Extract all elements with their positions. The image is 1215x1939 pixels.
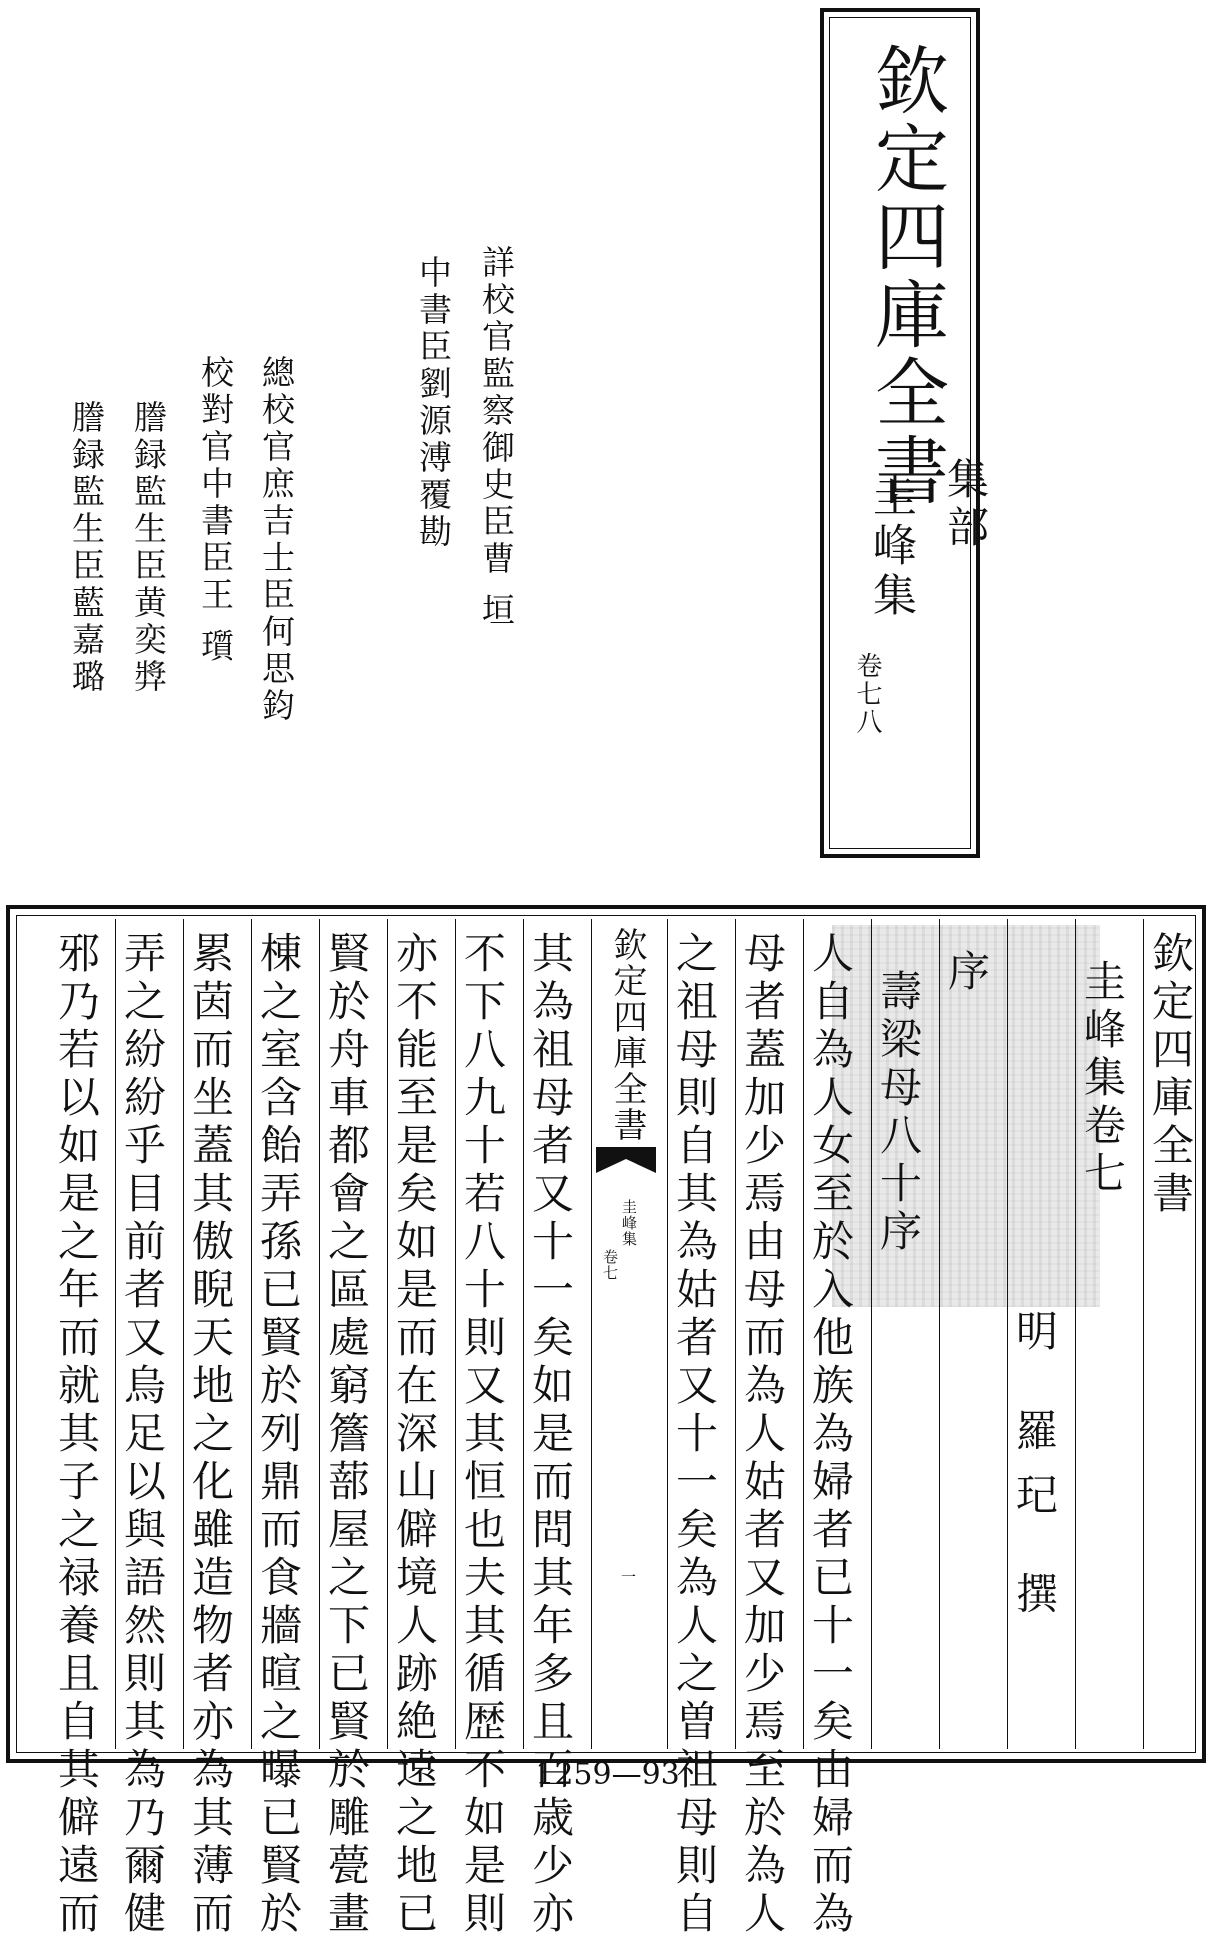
column-rule [523, 919, 524, 1749]
column-rule [591, 919, 592, 1749]
volume-label: 卷七八 [852, 652, 882, 736]
column-rule [735, 919, 736, 1749]
credit-line: 中書臣劉源溥覆勘 [414, 255, 453, 551]
author-line: 明 羅玘 撰 [1010, 1309, 1059, 1636]
title-slip [820, 8, 990, 858]
text-column: 累茵而坐蓋其傲睨天地之化雖造物者亦為其薄而 [186, 931, 235, 1939]
text-column: 之祖母則自其為姑者又十一矣為人之曽祖母則自 [670, 931, 719, 1939]
column-rule [871, 919, 872, 1749]
text-column: 棟之室含飴弄孫已賢於列鼎而食牆暄之曝已賢於 [254, 931, 303, 1939]
column-rule [455, 919, 456, 1749]
book-title: 圭峰集 [865, 472, 916, 622]
gutter-book-title: 圭峰集 [620, 1199, 638, 1247]
book-volume-title: 圭峰集卷七 [1078, 959, 1127, 1199]
credit-line: 詳校官監察御史臣曹 垣 [477, 245, 516, 630]
column-rule [115, 919, 116, 1749]
essay-title: 壽梁母八十序 [874, 969, 923, 1257]
text-column: 其為祖母者又十一矣如是而問其年多且百歳少亦 [526, 931, 575, 1939]
text-column: 賢於舟車都會之區處窮簷蔀屋之下已賢於雕甍畫 [322, 931, 371, 1939]
column-rule [939, 919, 940, 1749]
credit-line: 總校官庶吉士臣何思鈞 [257, 355, 296, 725]
text-column: 亦不能至是矣如是而在深山僻境人跡絶遠之地已 [390, 931, 439, 1939]
text-column: 邪乃若以如是之年而就其子之禄養且自其僻遠而 [52, 931, 101, 1939]
column-rule [183, 919, 184, 1749]
column-rule [1007, 919, 1008, 1749]
page-number: 1259—93 [535, 1757, 680, 1792]
fishtail-mark [596, 1147, 656, 1177]
credit-line: 謄録監生臣黄奕㢡 [129, 400, 168, 696]
credit-line: 謄録監生臣藍嘉璐 [67, 400, 106, 696]
text-column: 弄之紛紛乎目前者又烏足以與語然則其為乃爾健 [118, 931, 167, 1939]
collection-title: 欽定四庫全書 [863, 42, 949, 510]
section-label: 集部 [941, 457, 990, 553]
credit-line: 校對官中書臣王 瓆 [196, 355, 235, 666]
folio-number: 一 [619, 1569, 637, 1584]
gutter-volume: 卷七 [601, 1249, 619, 1281]
column-rule [803, 919, 804, 1749]
section-label: 序 [942, 949, 991, 997]
text-column: 母者蓋加少焉由母而為人姑者又加少焉至於為人 [738, 931, 787, 1939]
column-rule [319, 919, 320, 1749]
text-column: 人自為人女至於入他族為婦者已十一矣由婦而為 [806, 931, 855, 1939]
text-column: 不下八九十若八十則又其恒也夫其循歴不如是則 [458, 931, 507, 1939]
column-rule [1075, 919, 1076, 1749]
gutter-title: 欽定四庫全書 [607, 927, 647, 1143]
column-rule [1143, 919, 1144, 1749]
column-rule [251, 919, 252, 1749]
column-rule [667, 919, 668, 1749]
column-rule [387, 919, 388, 1749]
page-header-title: 欽定四庫全書 [1146, 931, 1195, 1219]
